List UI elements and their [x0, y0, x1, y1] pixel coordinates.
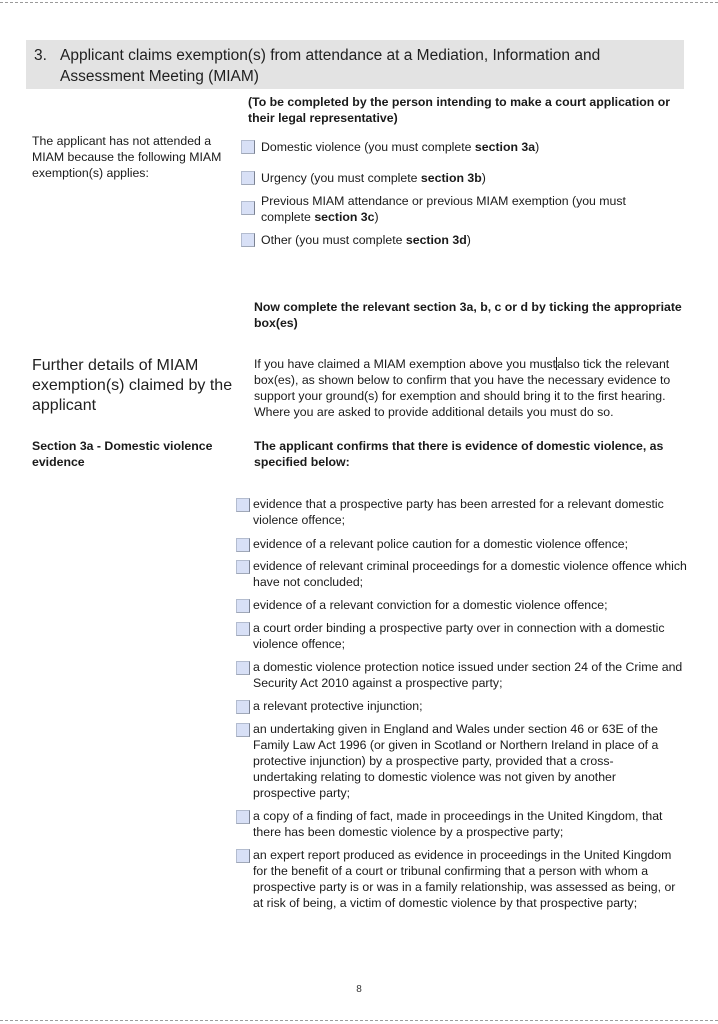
page-bottom-edge	[0, 1020, 718, 1021]
evidence-item[interactable]	[236, 808, 688, 840]
evidence-text: evidence of relevant criminal proceedings for a domestic violence offence which have not concluded;	[253, 559, 687, 589]
option-label: Previous MIAM attendance or previous MIAM exemption (you must complete section 3c)	[261, 194, 626, 224]
evidence-text: an undertaking given in England and Wales under section 46 or 63E of the Family Law Act 1996 (or given in Scotland or Northern Ireland in place of a protective injunction) by a prospective party, provided that a cross-undertaking relating to domestic violence was not given by another prospective party;	[253, 722, 659, 800]
evidence-text: a court order binding a prospective party over in connection with a domestic violence offence;	[253, 621, 665, 651]
evidence-checkbox[interactable]	[236, 661, 250, 675]
further-details-intro[interactable]: If you have claimed a MIAM exemption above you mustalso tick the relevant box(es), as shown below to confirm that you have the necessary evidence to support your ground(s) for exemption and should bring it to the first hearing. Where you are asked to provide additional details you must do so.	[254, 357, 671, 419]
evidence-text: a domestic violence protection notice issued under section 24 of the Crime and Security Act 2010 against a prospective party;	[253, 660, 683, 690]
evidence-item[interactable]	[236, 721, 688, 801]
option-label: Urgency (you must complete section 3b)	[261, 171, 486, 185]
evidence-text: evidence of a relevant conviction for a domestic violence offence;	[253, 598, 608, 612]
section-header	[26, 40, 684, 89]
evidence-checkbox[interactable]	[236, 700, 250, 714]
evidence-checkbox[interactable]	[236, 622, 250, 636]
section-3a-label: Section 3a - Domestic violence evidence	[32, 439, 213, 469]
checkbox-urgency[interactable]	[241, 171, 255, 185]
exemption-question-label: The applicant has not attended a MIAM because the following MIAM exemption(s) applies:	[32, 134, 222, 180]
checkbox-previous-miam[interactable]	[241, 201, 255, 215]
evidence-checkbox[interactable]	[236, 538, 250, 552]
completion-note: (To be completed by the person intending to make a court application or their legal representative)	[248, 95, 671, 125]
evidence-checkbox[interactable]	[236, 599, 250, 613]
page-top-edge	[0, 2, 718, 3]
exemption-option-previous-miam[interactable]	[241, 193, 661, 225]
further-details-title: Further details of MIAM exemption(s) claimed by the applicant	[32, 357, 233, 414]
option-label: Other (you must complete section 3d)	[261, 233, 471, 247]
evidence-item[interactable]	[236, 536, 688, 552]
checkbox-domestic-violence[interactable]	[241, 140, 255, 154]
section-number: 3.	[34, 47, 47, 64]
evidence-text: a relevant protective injunction;	[253, 699, 423, 713]
evidence-text: evidence that a prospective party has been arrested for a relevant domestic violence offence;	[253, 497, 664, 527]
evidence-item[interactable]	[236, 659, 688, 691]
evidence-item[interactable]	[236, 558, 688, 590]
evidence-item[interactable]	[236, 620, 688, 652]
page-number: 8	[356, 984, 362, 995]
evidence-item[interactable]	[236, 698, 688, 714]
evidence-checkbox[interactable]	[236, 560, 250, 574]
evidence-text: evidence of a relevant police caution for a domestic violence offence;	[253, 537, 629, 551]
evidence-item[interactable]	[236, 597, 688, 613]
now-complete-instruction: Now complete the relevant section 3a, b, c or d by ticking the appropriate box(es)	[254, 300, 682, 330]
option-label: Domestic violence (you must complete section 3a)	[261, 140, 540, 154]
checkbox-other[interactable]	[241, 233, 255, 247]
evidence-checkbox[interactable]	[236, 723, 250, 737]
exemption-option-urgency[interactable]	[241, 170, 681, 186]
exemption-option-other[interactable]	[241, 232, 681, 248]
section-3a-confirm: The applicant confirms that there is evidence of domestic violence, as specified below:	[254, 439, 664, 469]
evidence-item[interactable]	[236, 496, 688, 528]
evidence-text: an expert report produced as evidence in proceedings in the United Kingdom for the benefit of a court or tribunal confirming that a person with whom a prospective party is or was in a family relationship, was assessed as being, or at risk of being, a victim of domestic violence by that prospective party;	[253, 848, 676, 910]
evidence-checkbox[interactable]	[236, 810, 250, 824]
evidence-checkbox[interactable]	[236, 498, 250, 512]
evidence-item[interactable]	[236, 847, 688, 911]
evidence-checkbox[interactable]	[236, 849, 250, 863]
exemption-option-domestic-violence[interactable]	[241, 139, 681, 155]
evidence-text: a copy of a finding of fact, made in proceedings in the United Kingdom, that there has been domestic violence by a prospective party;	[253, 809, 663, 839]
section-title: Applicant claims exemption(s) from attendance at a Mediation, Information and Assessment Meeting (MIAM)	[60, 47, 601, 85]
